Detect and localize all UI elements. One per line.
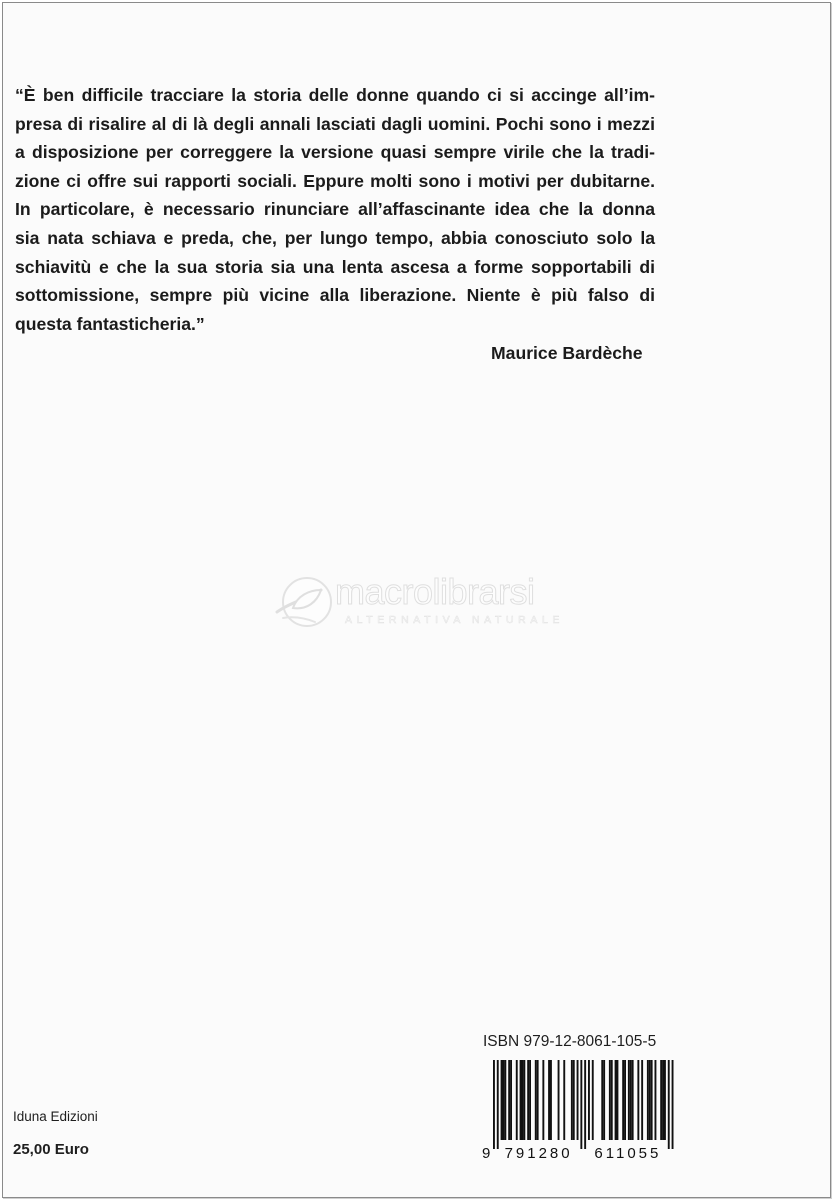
barcode-digits: 791280 bbox=[504, 1145, 573, 1162]
quote-line: sia nata schiava e preda, che, per lungo tempo, abbia conosciuto solo la bbox=[15, 227, 655, 248]
barcode-bar bbox=[516, 1060, 518, 1140]
barcode-bar bbox=[641, 1060, 643, 1140]
barcode-bar bbox=[501, 1060, 503, 1140]
barcode-bar bbox=[508, 1060, 510, 1140]
barcode-bar bbox=[601, 1060, 603, 1140]
barcode-bar bbox=[655, 1060, 657, 1140]
barcode-bar bbox=[664, 1060, 666, 1140]
barcode-bar bbox=[647, 1060, 649, 1140]
quote-line: In particolare, è necessario rinunciare all’affascinante idea che la donna bbox=[15, 199, 655, 220]
barcode-bar bbox=[668, 1060, 670, 1149]
publisher-name: Iduna Edizioni bbox=[13, 1109, 98, 1124]
barcode-bar bbox=[577, 1060, 579, 1140]
barcode-bar bbox=[609, 1060, 611, 1140]
barcode-bar bbox=[522, 1060, 524, 1140]
back-cover-quote bbox=[15, 81, 655, 338]
watermark bbox=[271, 570, 591, 634]
barcode-bar bbox=[584, 1060, 586, 1149]
barcode-bar bbox=[510, 1060, 512, 1140]
barcode-graphic bbox=[477, 1058, 683, 1162]
barcode-bar bbox=[523, 1060, 525, 1140]
barcode-bar bbox=[624, 1060, 626, 1140]
barcode-bar bbox=[504, 1060, 506, 1140]
barcode-bar bbox=[651, 1060, 653, 1140]
isbn-label: ISBN 979-12-8061-105-5 bbox=[483, 1033, 657, 1050]
quote-line: zione ci offre sui rapporti sociali. Eppure molti sono i motivi per dubitarne. bbox=[15, 170, 655, 191]
barcode-bar bbox=[558, 1060, 560, 1140]
quote-line: presa di risalire al di là degli annali lasciati dagli uomini. Pochi sono i mezzi bbox=[15, 113, 655, 134]
barcode-digits: 9 bbox=[482, 1145, 491, 1162]
barcode-bar bbox=[497, 1060, 499, 1149]
barcode-bar bbox=[527, 1060, 529, 1140]
barcode-bar bbox=[563, 1060, 565, 1140]
barcode-bar bbox=[672, 1060, 674, 1149]
barcode-bar bbox=[617, 1060, 619, 1140]
quote-line: “È ben difficile tracciare la storia delle donne quando ci si accinge all’im- bbox=[15, 85, 655, 105]
barcode-bar bbox=[611, 1060, 613, 1140]
barcode-bar bbox=[632, 1060, 634, 1140]
barcode-bar bbox=[571, 1060, 573, 1140]
barcode-bar bbox=[649, 1060, 651, 1140]
book-back-cover bbox=[2, 2, 831, 1198]
barcode-bar bbox=[503, 1060, 505, 1140]
isbn-barcode bbox=[477, 1058, 683, 1162]
quote-line: schiavitù e che la sua storia sia una lenta ascesa a forme sopportabili di bbox=[15, 256, 655, 277]
barcode-bar bbox=[592, 1060, 594, 1140]
barcode-bar bbox=[603, 1060, 605, 1140]
leaf-swirl-logo-icon bbox=[271, 572, 341, 632]
barcode-bar bbox=[542, 1060, 544, 1140]
barcode-bar bbox=[622, 1060, 624, 1140]
barcode-digits: 611055 bbox=[594, 1145, 662, 1162]
price-label: 25,00 Euro bbox=[13, 1141, 89, 1158]
barcode-bar bbox=[535, 1060, 537, 1140]
barcode-bar bbox=[550, 1060, 552, 1140]
barcode-bar bbox=[630, 1060, 632, 1140]
quote-line: a disposizione per correggere la versione quasi sempre virile che la tradi- bbox=[15, 142, 655, 163]
barcode-bar bbox=[548, 1060, 550, 1140]
barcode-bar bbox=[573, 1060, 575, 1140]
quote-line: questa fantasticheria.” bbox=[15, 313, 205, 334]
barcode-bar bbox=[628, 1060, 630, 1140]
watermark-tagline: ALTERNATIVA NATURALE bbox=[345, 614, 564, 626]
barcode-bar bbox=[529, 1060, 531, 1140]
barcode-bar bbox=[580, 1060, 582, 1149]
quote-author: Maurice Bardèche bbox=[491, 343, 643, 363]
barcode-bar bbox=[537, 1060, 539, 1140]
barcode-bar bbox=[588, 1060, 590, 1140]
quote-line: sottomissione, sempre più vicine alla liberazione. Niente è più falso di bbox=[15, 285, 655, 306]
barcode-bar bbox=[660, 1060, 662, 1140]
barcode-bar bbox=[615, 1060, 617, 1140]
watermark-brand: macrolibrarsi bbox=[335, 571, 535, 612]
barcode-bar bbox=[520, 1060, 522, 1140]
barcode-bar bbox=[662, 1060, 664, 1140]
barcode-bar bbox=[637, 1060, 639, 1140]
barcode-bar bbox=[493, 1060, 495, 1149]
